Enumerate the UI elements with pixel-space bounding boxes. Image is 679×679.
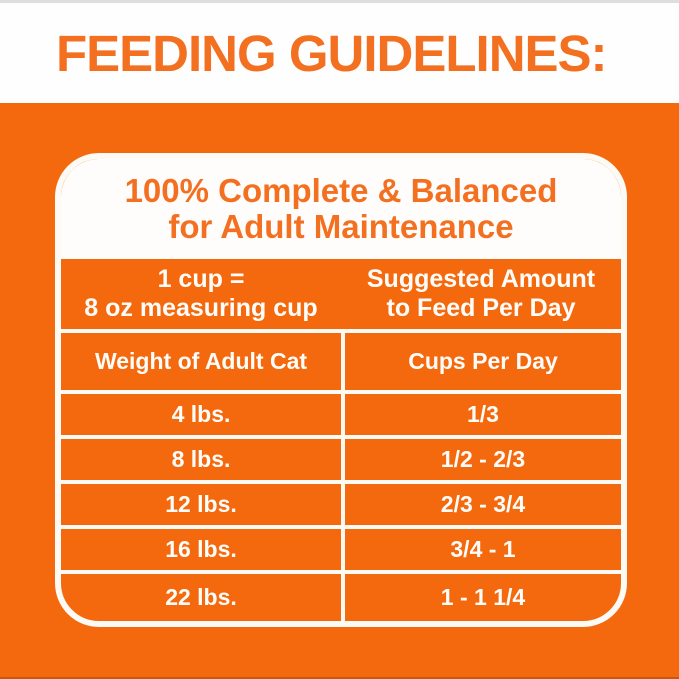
info-row	[61, 259, 621, 329]
cups-cell: 1 - 1 1/4	[341, 574, 621, 621]
table-row	[61, 525, 621, 570]
cups-cell: 1/2 - 2/3	[341, 439, 621, 480]
cups-cell: 2/3 - 3/4	[341, 484, 621, 525]
table-row	[61, 480, 621, 525]
table-row	[61, 390, 621, 435]
weight-cell: 12 lbs.	[165, 491, 237, 517]
col-header-cups: Cups Per Day	[341, 333, 621, 390]
cups-cell: 3/4 - 1	[341, 529, 621, 570]
page-title: FEEDING GUIDELINES:	[56, 24, 607, 82]
card-heading-line1: 100% Complete & Balanced	[124, 172, 558, 209]
top-edge-line	[0, 0, 679, 3]
cup-measure-line2: 8 oz measuring cup	[84, 294, 318, 322]
weight-cell: 4 lbs.	[171, 401, 231, 427]
table-row	[61, 570, 621, 621]
col-header-weight: Weight of Adult Cat	[94, 348, 308, 374]
cups-cell: 1/3	[341, 394, 621, 435]
weight-cell: 8 lbs.	[171, 446, 231, 472]
weight-cell: 16 lbs.	[165, 536, 237, 562]
suggested-amount-line1: Suggested Amount	[366, 265, 596, 293]
table-header-row	[61, 329, 621, 390]
header-band	[0, 3, 679, 103]
table-row	[61, 435, 621, 480]
suggested-amount-line2: to Feed Per Day	[386, 294, 576, 322]
weight-cell: 22 lbs.	[165, 584, 237, 610]
suggested-amount-note	[341, 259, 621, 329]
feeding-card	[55, 153, 627, 627]
cup-measure-note	[61, 259, 341, 329]
card-heading	[61, 159, 621, 259]
card-heading-line2: for Adult Maintenance	[168, 208, 514, 245]
cup-measure-line1: 1 cup =	[157, 265, 245, 293]
